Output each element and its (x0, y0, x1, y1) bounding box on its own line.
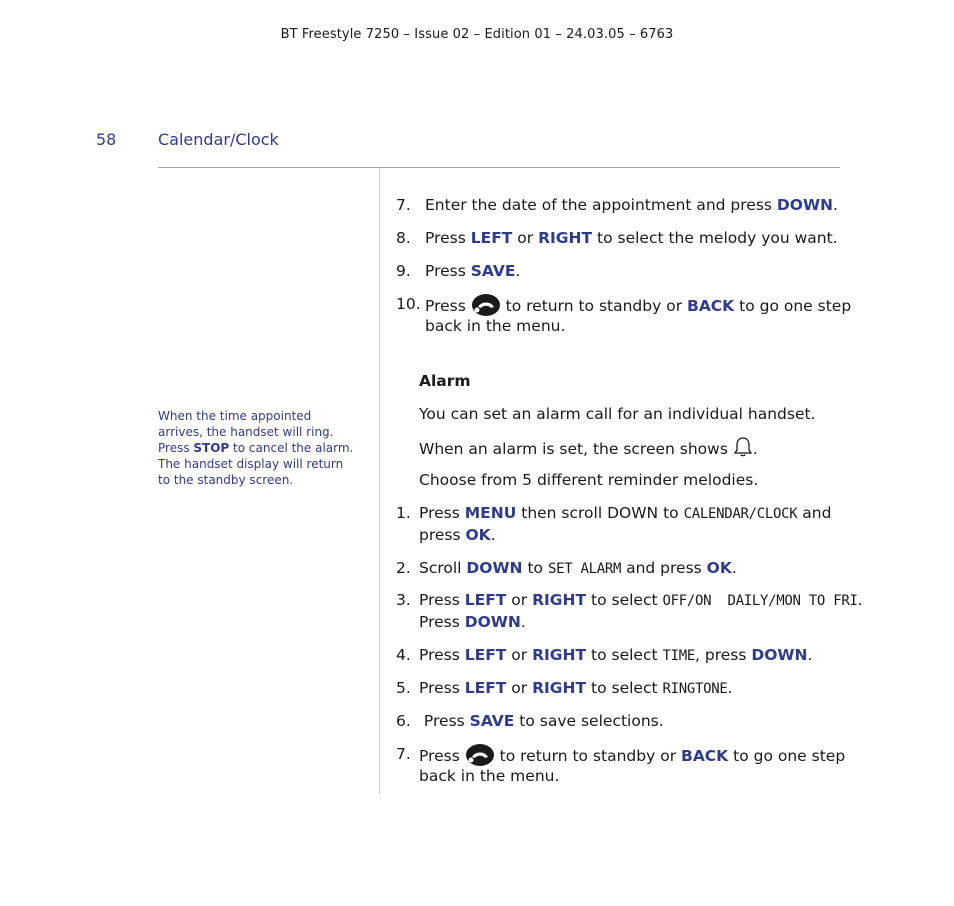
display-text: SET ALARM (547, 561, 622, 577)
text-run: to (522, 559, 548, 577)
text-run: press (419, 526, 466, 544)
text-run: or (512, 229, 539, 247)
step-text (425, 260, 520, 282)
text-run: . (752, 440, 758, 458)
display-text: CALENDAR/CLOCK (683, 506, 798, 522)
step-number: 5. (396, 679, 411, 697)
text-run: or (506, 646, 533, 664)
text-run: . (490, 526, 496, 544)
text-run: and (797, 504, 832, 522)
text-run: to save selections. (514, 712, 664, 730)
text-run: Press (419, 591, 465, 609)
step-text (419, 557, 737, 580)
text-run: and press (621, 559, 707, 577)
step-number: 3. (396, 591, 411, 609)
text-run: . (727, 679, 733, 697)
step-text-line-2 (419, 611, 526, 633)
margin-note-text-end: to cancel the alarm. The handset display will return to the standby screen. (158, 441, 354, 487)
key-right: RIGHT (538, 229, 593, 247)
step-number: 8. (396, 229, 411, 247)
text-run: . (515, 262, 521, 280)
step-text (419, 710, 664, 732)
text-run: Press (419, 679, 465, 697)
key-down: DOWN (466, 559, 523, 577)
text-run: to return to standby or (500, 297, 687, 315)
display-text: OFF/ON DAILY/MON TO FRI (662, 593, 858, 609)
step-number: 9. (396, 262, 411, 280)
text-run: Press (425, 229, 471, 247)
text-run: Press (425, 297, 471, 315)
alarm-step-1 (396, 502, 846, 548)
margin-note-text: When the time appointed arrives, the handset will ring. Press (158, 409, 334, 455)
page-number: 58 (96, 130, 117, 149)
bell-icon (733, 436, 753, 464)
key-ok: OK (465, 526, 491, 544)
text-run: Press (419, 747, 465, 765)
step-number: 4. (396, 646, 411, 664)
text-run: . (731, 559, 737, 577)
text-run: then scroll DOWN to (516, 504, 684, 522)
text-run: to go one step (728, 747, 846, 765)
display-text: RINGTONE (662, 681, 728, 697)
step-number: 2. (396, 559, 411, 577)
section-title: Calendar/Clock (158, 130, 279, 149)
step-text (425, 194, 838, 216)
text-run: When an alarm is set, the screen shows (419, 440, 728, 458)
document-header: BT Freestyle 7250 – Issue 02 – Edition 01 – 24.03.05 – 6763 (280, 27, 674, 42)
key-left: LEFT (464, 591, 507, 609)
text-run: to return to standby or (494, 747, 681, 765)
step-number: 10. (396, 295, 421, 313)
step-number: 7. (396, 196, 411, 214)
key-right: RIGHT (532, 679, 587, 697)
text-run: to go one step (734, 297, 852, 315)
display-text: TIME (662, 648, 695, 664)
key-save: SAVE (470, 262, 516, 280)
text-run: or (506, 679, 533, 697)
margin-note (158, 408, 358, 488)
step-text (419, 589, 863, 612)
top-divider (158, 167, 840, 168)
stop-keyword: STOP (193, 441, 230, 455)
alarm-paragraph-1: You can set an alarm call for an individual handset. (419, 405, 816, 423)
text-run: . (857, 591, 863, 609)
text-run: to select the melody you want. (592, 229, 838, 247)
text-run: Press (419, 712, 470, 730)
key-left: LEFT (464, 679, 507, 697)
step-text (425, 227, 838, 249)
text-run: Enter the date of the appointment and press (425, 196, 777, 214)
alarm-step-3 (396, 589, 863, 635)
text-run: Press (425, 262, 471, 280)
step-number: 7. (396, 745, 411, 763)
text-run: to select (586, 679, 663, 697)
text-run: Press (419, 613, 465, 631)
key-left: LEFT (464, 646, 507, 664)
alarm-heading: Alarm (419, 372, 471, 390)
alarm-paragraph-3: Choose from 5 different reminder melodies. (419, 471, 759, 489)
text-run: . (833, 196, 838, 214)
key-down: DOWN (751, 646, 808, 664)
key-down: DOWN (776, 196, 834, 214)
alarm-step-7 (396, 743, 846, 789)
key-right: RIGHT (532, 646, 587, 664)
key-menu: MENU (464, 504, 517, 522)
step-text (419, 677, 732, 700)
key-save: SAVE (469, 712, 515, 730)
text-run: , press (695, 646, 752, 664)
key-left: LEFT (470, 229, 513, 247)
text-run: or (506, 591, 533, 609)
step-10-top (396, 293, 852, 339)
step-text-line-2 (419, 524, 496, 546)
text-run: Press (419, 646, 465, 664)
text-run: . (807, 646, 813, 664)
text-run: Press (419, 504, 465, 522)
step-number: 6. (396, 712, 411, 730)
step-text-line-2: back in the menu. (419, 767, 560, 785)
key-down: DOWN (464, 613, 521, 631)
key-right: RIGHT (532, 591, 587, 609)
step-number: 1. (396, 504, 411, 522)
text-run: to select (586, 646, 663, 664)
step-text (419, 644, 812, 667)
column-divider (379, 168, 380, 794)
key-back: BACK (687, 297, 735, 315)
text-run: Scroll (419, 559, 467, 577)
key-back: BACK (681, 747, 729, 765)
key-ok: OK (706, 559, 732, 577)
step-text (419, 502, 831, 525)
text-run: . (520, 613, 526, 631)
alarm-paragraph-2 (419, 436, 758, 464)
text-run: to select (586, 591, 663, 609)
step-text-line-2: back in the menu. (425, 317, 566, 335)
